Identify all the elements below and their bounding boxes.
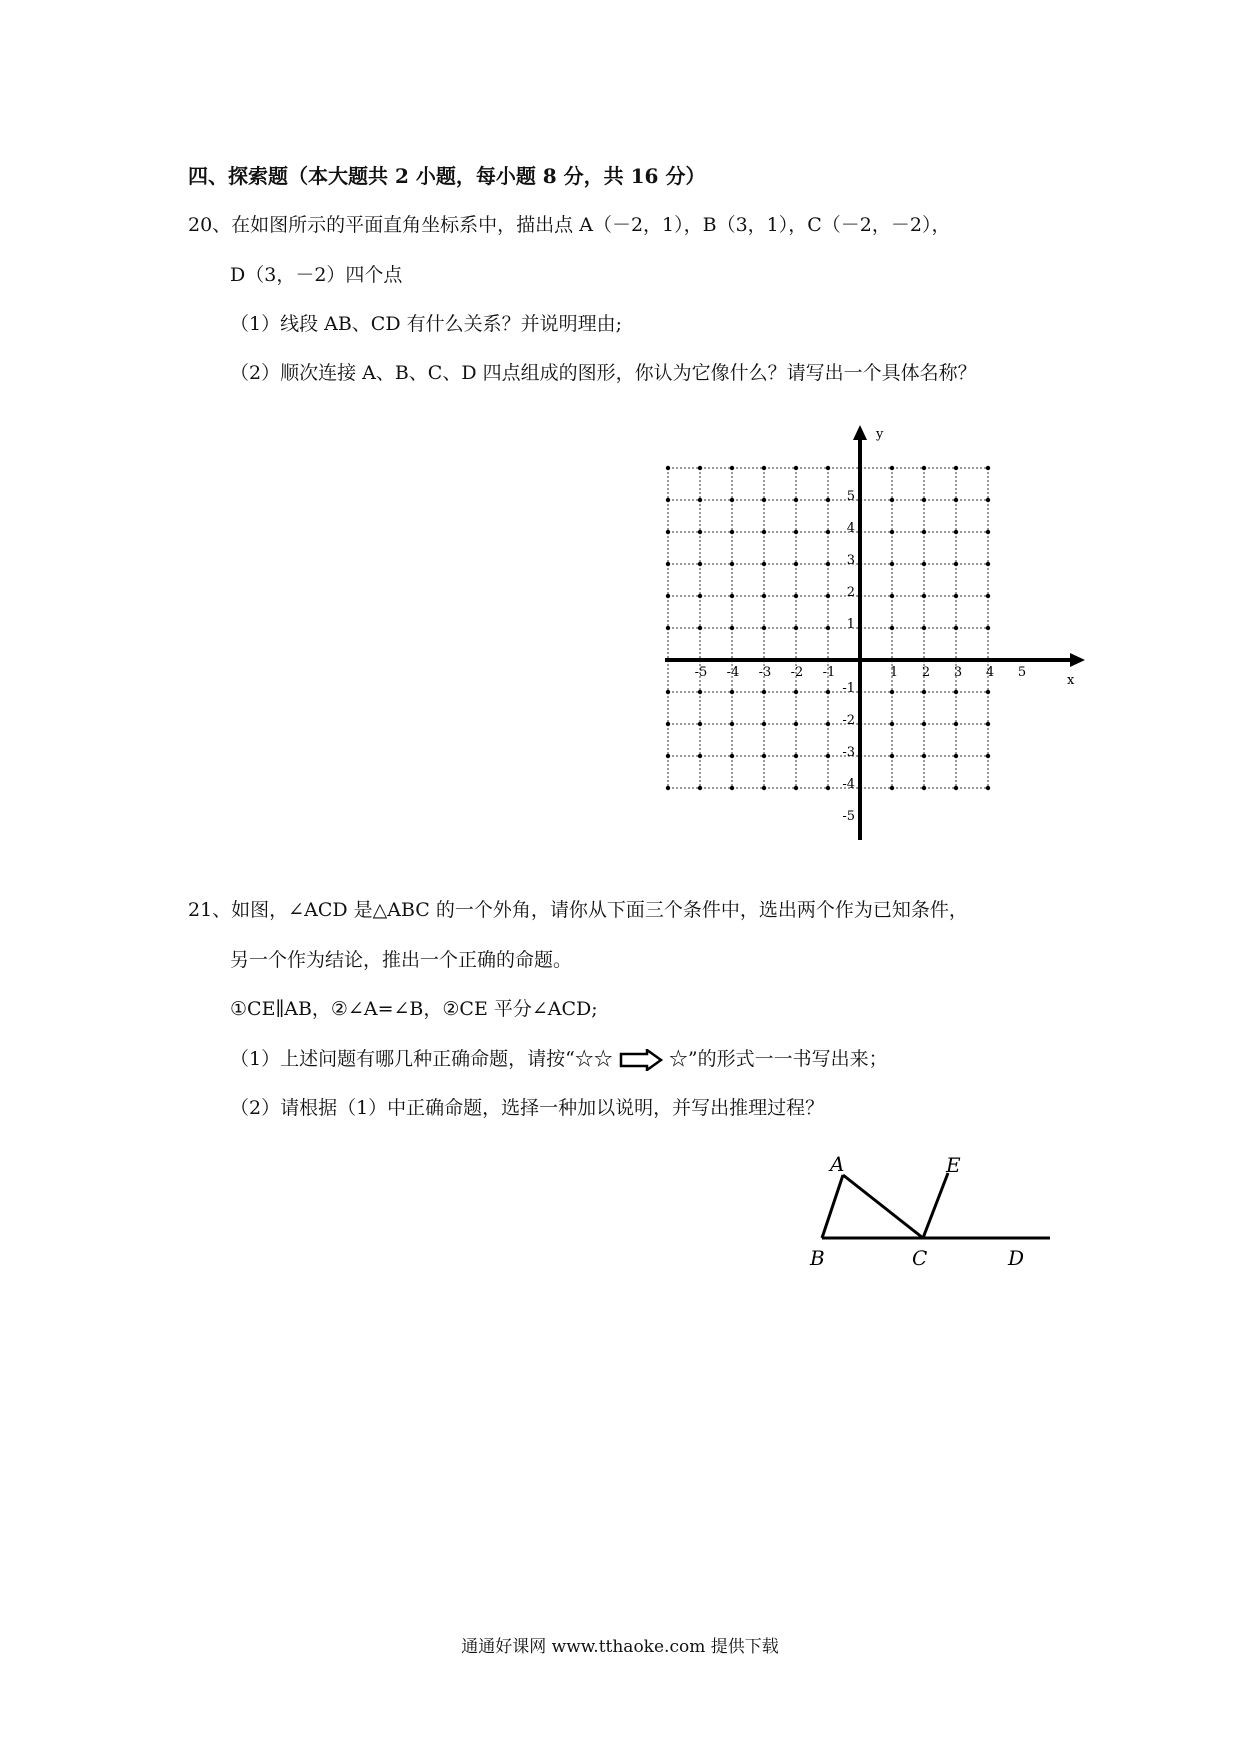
grid-dot [730, 498, 734, 502]
x-tick-label: -1 [822, 665, 836, 680]
grid-dot [698, 562, 702, 566]
grid-dot [762, 562, 766, 566]
coordinate-grid-figure [655, 420, 1095, 840]
grid-dot [986, 754, 990, 758]
grid-dot [986, 786, 990, 790]
grid-dot [954, 754, 958, 758]
grid-dot [954, 562, 958, 566]
grid-dot [826, 690, 830, 694]
section-title: 四、探索题（本大题共 2 小题，每小题 8 分，共 16 分） [188, 164, 706, 188]
grid-dot [954, 722, 958, 726]
grid-dot [730, 786, 734, 790]
grid-dot [922, 562, 926, 566]
grid-dot [762, 498, 766, 502]
grid-dot [666, 722, 670, 726]
grid-dot [794, 498, 798, 502]
x-axis-label: x [1067, 673, 1075, 688]
grid-dot [794, 466, 798, 470]
grid-dot [890, 626, 894, 630]
x-tick-label: 5 [1017, 665, 1027, 680]
grid-dot [826, 530, 830, 534]
grid-dot [698, 722, 702, 726]
grid-dot [730, 626, 734, 630]
x-tick-label: 4 [985, 665, 995, 680]
grid-dot [826, 786, 830, 790]
y-tick-label: -2 [842, 713, 855, 728]
grid-dot [986, 722, 990, 726]
grid-dot [826, 754, 830, 758]
grid-dot [794, 690, 798, 694]
grid-dot [826, 562, 830, 566]
grid-dot [762, 690, 766, 694]
point-d-label: D [1008, 1246, 1025, 1270]
grid-dot [730, 594, 734, 598]
point-c-label: C [912, 1246, 928, 1270]
grid-dot [730, 562, 734, 566]
grid-dot [666, 690, 670, 694]
point-b-label: B [810, 1246, 825, 1270]
x-tick-label: -3 [758, 665, 772, 680]
grid-dot [730, 722, 734, 726]
y-tick-label: 4 [846, 521, 855, 536]
grid-dot [922, 466, 926, 470]
grid-dot [730, 754, 734, 758]
grid-dot [826, 626, 830, 630]
page-footer: 通通好课网 www.tthaoke.com 提供下载 [461, 1637, 779, 1657]
grid-dot [890, 530, 894, 534]
x-tick-label: -4 [726, 665, 740, 680]
grid-dot [890, 722, 894, 726]
grid-dot [826, 594, 830, 598]
grid-dot [794, 594, 798, 598]
grid-dot [762, 466, 766, 470]
grid-dot [890, 594, 894, 598]
side-ab [822, 1175, 843, 1238]
grid-dot [698, 786, 702, 790]
grid-dot [954, 498, 958, 502]
y-axis-arrow-icon [853, 425, 867, 440]
grid-dot [666, 530, 670, 534]
grid-dot [826, 466, 830, 470]
grid-dot [954, 786, 958, 790]
y-tick-label: -1 [842, 681, 855, 696]
grid-dot [698, 594, 702, 598]
y-tick-label: 5 [846, 489, 855, 504]
grid-dot [666, 626, 670, 630]
grid-dot [986, 498, 990, 502]
triangle-figure [800, 1150, 1080, 1280]
y-tick-label: -5 [842, 809, 855, 824]
grid-dot [986, 594, 990, 598]
grid-dot [666, 594, 670, 598]
q21-line-1: 21、如图，∠ACD 是△ABC 的一个外角，请你从下面三个条件中，选出两个作为已知条件， [188, 899, 968, 921]
q21-part-1 [230, 1046, 888, 1072]
grid-dot [666, 498, 670, 502]
grid-dot [954, 466, 958, 470]
grid-dot [762, 626, 766, 630]
double-arrow-icon [619, 1049, 663, 1071]
grid-dot [922, 754, 926, 758]
grid-dot [890, 786, 894, 790]
y-tick-label: 3 [846, 553, 855, 568]
grid-dot [698, 690, 702, 694]
grid-dot [922, 594, 926, 598]
y-tick-label: 1 [846, 617, 855, 632]
grid-dot [954, 530, 958, 534]
grid-dot [890, 754, 894, 758]
grid-dot [986, 690, 990, 694]
grid-dot [986, 562, 990, 566]
ray-ce [923, 1173, 948, 1238]
grid-dot [922, 498, 926, 502]
side-ac [843, 1175, 923, 1238]
grid-dot [922, 690, 926, 694]
grid-dot [666, 466, 670, 470]
grid-dot [826, 498, 830, 502]
grid-dot [762, 786, 766, 790]
grid-dot [666, 786, 670, 790]
q20-line-1: 20、在如图所示的平面直角坐标系中，描出点 A（－2，1），B（3，1），C（－2，－2）， [188, 214, 951, 236]
point-e-label: E [946, 1153, 961, 1177]
q21-part-1-before: （1）上述问题有哪几种正确命题，请按“☆☆ [230, 1048, 613, 1070]
grid-dot [890, 690, 894, 694]
q21-line-2: 另一个作为结论，推出一个正确的命题。 [230, 949, 573, 971]
grid-dot [666, 754, 670, 758]
grid-dot [826, 722, 830, 726]
grid-dot [922, 626, 926, 630]
grid-dot [762, 594, 766, 598]
x-tick-label: -5 [694, 665, 708, 680]
grid-dot [666, 562, 670, 566]
y-tick-label: -4 [842, 777, 855, 792]
q21-part-2: （2）请根据（1）中正确命题，选择一种加以说明，并写出推理过程？ [230, 1097, 825, 1119]
grid-dot [730, 690, 734, 694]
grid-dot [762, 754, 766, 758]
grid-dot [762, 722, 766, 726]
grid-dot [954, 594, 958, 598]
x-tick-label: 3 [953, 665, 963, 680]
grid-dot [954, 690, 958, 694]
grid-dot [954, 626, 958, 630]
y-tick-labels [842, 489, 855, 824]
grid-dot [762, 530, 766, 534]
grid-dot [794, 530, 798, 534]
q21-part-1-after: ☆”的形式一一书写出来； [668, 1048, 888, 1070]
grid-dot [922, 530, 926, 534]
x-tick-label: 2 [921, 665, 931, 680]
y-tick-label: -3 [842, 745, 855, 760]
grid-dot [794, 562, 798, 566]
grid-dot [698, 754, 702, 758]
grid-dot [794, 626, 798, 630]
q20-part-1: （1）线段 AB、CD 有什么关系？并说明理由; [230, 313, 623, 335]
grid-dot [986, 466, 990, 470]
grid-dot [986, 530, 990, 534]
q21-conditions: ①CE∥AB，②∠A=∠B，②CE 平分∠ACD; [230, 998, 598, 1020]
grid-dot [730, 466, 734, 470]
point-a-label: A [830, 1152, 845, 1176]
grid-dot [922, 786, 926, 790]
grid-dot [890, 466, 894, 470]
y-tick-label: 2 [846, 585, 855, 600]
q20-part-2: （2）顺次连接 A、B、C、D 四点组成的图形，你认为它像什么？请写出一个具体名称？ [230, 362, 977, 384]
grid-dot [794, 786, 798, 790]
grid-dot [730, 530, 734, 534]
grid-dot [698, 498, 702, 502]
y-axis-label: y [876, 427, 884, 442]
grid-dot [698, 530, 702, 534]
grid-dot [794, 754, 798, 758]
x-axis-arrow-icon [1070, 653, 1085, 667]
grid-dot [698, 466, 702, 470]
grid-dot [698, 626, 702, 630]
grid-dot [890, 498, 894, 502]
grid-dot [922, 722, 926, 726]
grid-dot [890, 562, 894, 566]
q20-line-2: D（3，－2）四个点 [230, 264, 403, 286]
x-tick-label: -2 [790, 665, 804, 680]
grid-dot [794, 722, 798, 726]
x-tick-label: 1 [889, 665, 899, 680]
grid-dot [986, 626, 990, 630]
